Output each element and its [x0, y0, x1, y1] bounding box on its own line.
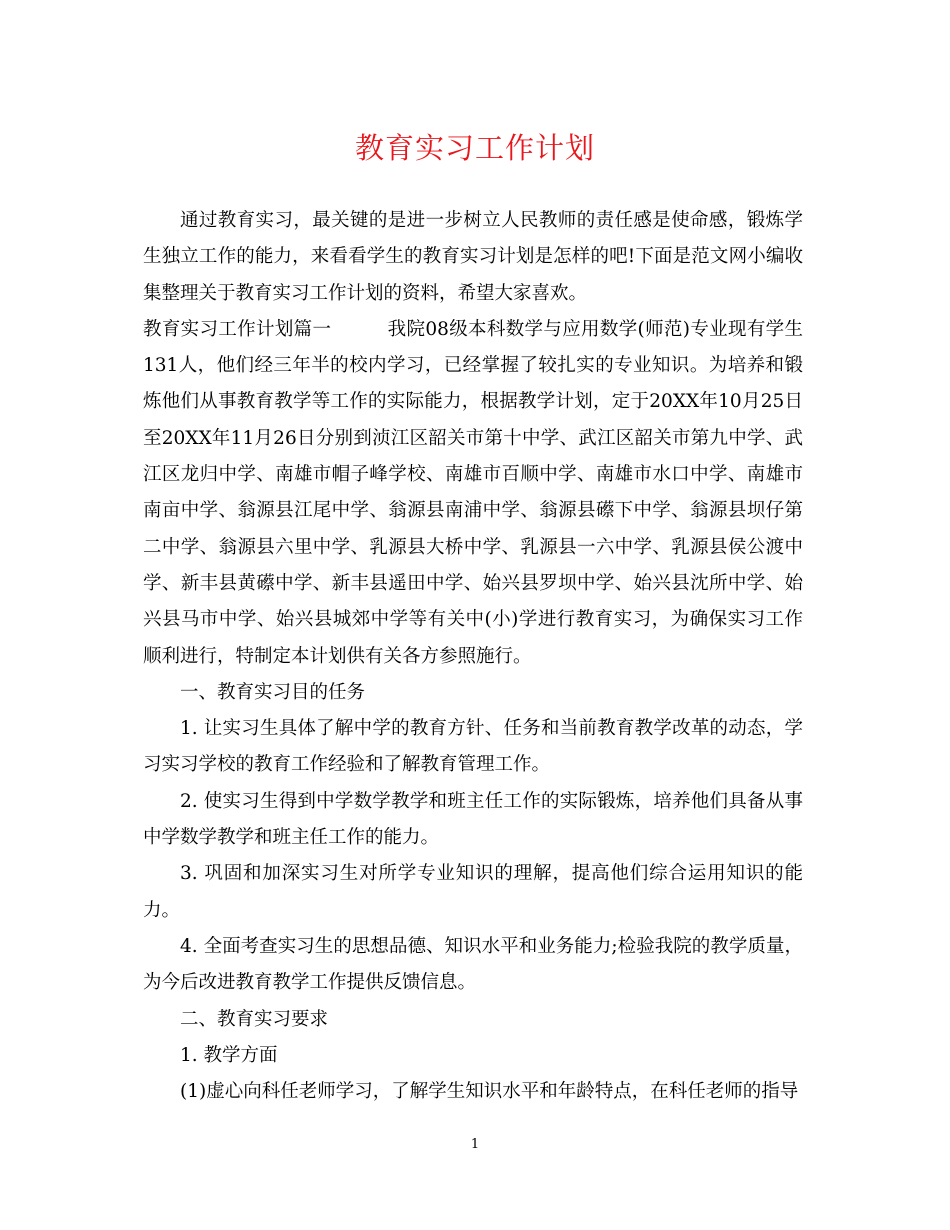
heading-goals: 一、教育实习目的任务	[180, 681, 366, 703]
section-heading: 教育实习工作计划篇一	[143, 318, 332, 340]
subheading-teaching: 1. 教学方面	[180, 1044, 278, 1066]
requirement-item-1: (1)虚心向科任老师学习，了解学生知识水平和年龄特点，在科任老师的指导	[180, 1081, 799, 1103]
intro-paragraph: 通过教育实习，最关键的是进一步树立人民教师的责任感是使命感，锻炼学生独立工作的能力，来看看学生的教育实习计划是怎样的吧!下面是范文网小编收集整理关于教育实习工作计划的资料，希望大家喜欢。	[143, 210, 803, 304]
goal-item-3: 3. 巩固和加深实习生对所学专业知识的理解，提高他们综合运用知识的能力。	[143, 863, 803, 921]
heading-requirements: 二、教育实习要求	[180, 1008, 329, 1030]
document-body	[143, 203, 803, 1110]
document-title: 教育实习工作计划	[354, 131, 595, 165]
section-body: 我院08级本科数学与应用数学(师范)专业现有学生131人，他们经三年半的校内学习，已经掌握了较扎实的专业知识。为培养和锻炼他们从事教育教学等工作的实际能力，根据教学计划，定于20XX年10月25日至20XX年11月26日分别到浈江区韶关市第十中学、武江区韶关市第九中学、武江区龙归中学、南雄市帽子峰学校、南雄市百顺中学、南雄市水口中学、南雄市南亩中学、翁源县江尾中学、翁源县南浦中学、翁源县礤下中学、翁源县坝仔第二中学、翁源县六里中学、乳源县大桥中学、乳源县一六中学、乳源县侯公渡中学、新丰县黄礤中学、新丰县遥田中学、始兴县罗坝中学、始兴县沈所中学、始兴县马市中学、始兴县城郊中学等有关中(小)学进行教育实习，为确保实习工作顺利进行，特制定本计划供有关各方参照施行。	[143, 318, 803, 667]
goal-item-4: 4. 全面考查实习生的思想品德、知识水平和业务能力;检验我院的教学质量，为今后改进教育教学工作提供反馈信息。	[143, 935, 803, 994]
goal-item-2: 2. 使实习生得到中学数学教学和班主任工作的实际锻炼，培养他们具备从事中学数学教学和班主任工作的能力。	[143, 790, 803, 849]
goal-item-1: 1. 让实习生具体了解中学的教育方针、任务和当前教育教学改革的动态，学习实习学校的教育工作经验和了解教育管理工作。	[143, 718, 803, 776]
section-paragraph	[143, 312, 803, 675]
page-number: 1	[470, 1137, 480, 1152]
